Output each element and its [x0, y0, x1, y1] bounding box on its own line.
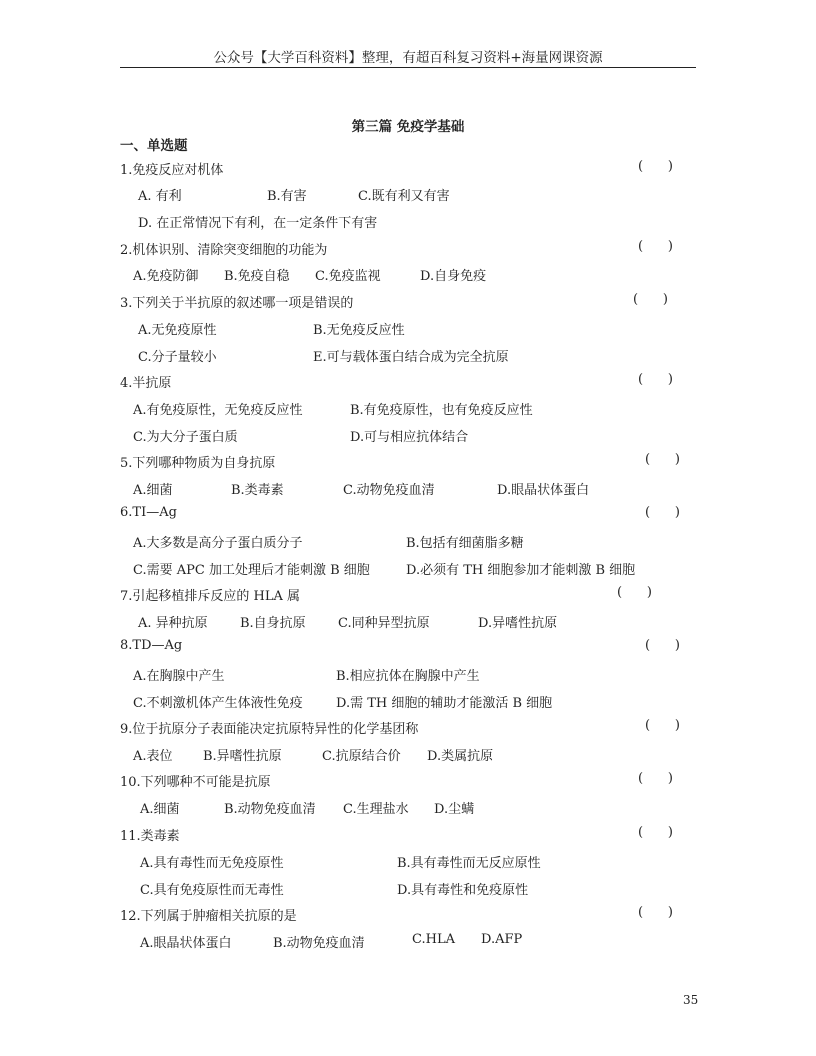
option: B.具有毒性而无反应原性 — [397, 856, 541, 871]
question-stem: 5.下列哪种物质为自身抗原 — [120, 456, 276, 471]
answer-blank: ( ) — [638, 372, 673, 387]
chapter-title: 第三篇 免疫学基础 — [351, 119, 465, 135]
question-stem: 4.半抗原 — [120, 376, 172, 391]
option: C.同种异型抗原 — [338, 616, 430, 631]
question-stem: 8.TD—Ag — [120, 638, 183, 653]
option: A.具有毒性而无免疫原性 — [140, 856, 284, 871]
option: C.需要 APC 加工处理后才能刺激 B 细胞 — [133, 563, 370, 578]
option: B.有免疫原性，也有免疫反应性 — [350, 403, 533, 418]
question-stem: 3.下列关于半抗原的叙述哪一项是错误的 — [120, 296, 354, 311]
option: A.细菌 — [133, 483, 173, 498]
option: A.免疫防御 — [133, 269, 199, 284]
option: A.细菌 — [140, 802, 180, 817]
option: B.动物免疫血清 — [224, 802, 316, 817]
option: B.类毒素 — [231, 483, 284, 498]
option: C.生理盐水 — [343, 802, 409, 817]
option: A.眼晶状体蛋白 — [140, 936, 232, 951]
option: C.既有利又有害 — [358, 189, 450, 204]
question-stem: 11.类毒素 — [120, 829, 180, 844]
option: B.动物免疫血清 — [273, 936, 365, 951]
option: D.尘螨 — [434, 802, 475, 817]
option: C.动物免疫血清 — [343, 483, 435, 498]
option: A.无免疫原性 — [138, 323, 217, 338]
page-number: 35 — [683, 993, 699, 1007]
answer-blank: ( ) — [638, 771, 673, 786]
option: A.有免疫原性，无免疫反应性 — [133, 403, 303, 418]
question-stem: 1.免疫反应对机体 — [120, 163, 224, 178]
option: C.分子量较小 — [138, 350, 217, 365]
option: C.免疫监视 — [315, 269, 381, 284]
option: B.自身抗原 — [240, 616, 306, 631]
option: D.类属抗原 — [427, 749, 494, 764]
answer-blank: ( ) — [645, 452, 680, 467]
option: B.异嗜性抗原 — [203, 749, 282, 764]
page-header: 公众号【大学百科资料】整理，有超百科复习资料+海量网课资源 — [213, 50, 603, 66]
question-stem: 12.下列属于肿瘤相关抗原的是 — [120, 909, 297, 924]
section-heading: 一、单选题 — [120, 138, 188, 154]
answer-blank: ( ) — [645, 718, 680, 733]
option: D.具有毒性和免疫原性 — [397, 883, 529, 898]
option: E.可与载体蛋白结合成为完全抗原 — [313, 350, 509, 365]
option: B.免疫自稳 — [224, 269, 290, 284]
option: C.不刺激机体产生体液性免疫 — [133, 696, 303, 711]
option: A.表位 — [133, 749, 173, 764]
answer-blank: ( ) — [638, 905, 673, 920]
answer-blank: ( ) — [638, 239, 673, 254]
option: B.相应抗体在胸腺中产生 — [336, 669, 480, 684]
option: D.可与相应抗体结合 — [350, 430, 469, 445]
option: B.无免疫反应性 — [313, 323, 405, 338]
option: A.在胸腺中产生 — [133, 669, 225, 684]
option: D.自身免疫 — [420, 269, 487, 284]
question-stem: 10.下列哪种不可能是抗原 — [120, 775, 271, 790]
option: B.包括有细菌脂多糖 — [406, 536, 524, 551]
option: C.抗原结合价 — [322, 749, 401, 764]
option: A. 有利 — [138, 189, 182, 204]
option: A.大多数是高分子蛋白质分子 — [133, 536, 303, 551]
option: B.有害 — [267, 189, 307, 204]
option: C.为大分子蛋白质 — [133, 430, 238, 445]
option: D.必须有 TH 细胞参加才能刺激 B 细胞 — [406, 563, 636, 578]
option: C.具有免疫原性而无毒性 — [140, 883, 284, 898]
question-stem: 6.TI—Ag — [120, 505, 177, 520]
option: D.异嗜性抗原 — [478, 616, 558, 631]
answer-blank: ( ) — [617, 585, 652, 600]
answer-blank: ( ) — [638, 159, 673, 174]
option: C.HLA — [412, 932, 455, 947]
answer-blank: ( ) — [633, 292, 668, 307]
option: D.需 TH 细胞的辅助才能激活 B 细胞 — [336, 696, 553, 711]
option: D.眼晶状体蛋白 — [497, 483, 590, 498]
answer-blank: ( ) — [638, 825, 673, 840]
option: D.AFP — [481, 932, 523, 947]
header-divider — [120, 67, 696, 68]
answer-blank: ( ) — [645, 505, 680, 520]
answer-blank: ( ) — [645, 638, 680, 653]
option: D. 在正常情况下有利，在一定条件下有害 — [138, 216, 378, 231]
question-stem: 2.机体识别、清除突变细胞的功能为 — [120, 243, 328, 258]
question-stem: 7.引起移植排斥反应的 HLA 属 — [120, 589, 301, 604]
option: A. 异种抗原 — [138, 616, 208, 631]
question-stem: 9.位于抗原分子表面能决定抗原特异性的化学基团称 — [120, 722, 419, 737]
